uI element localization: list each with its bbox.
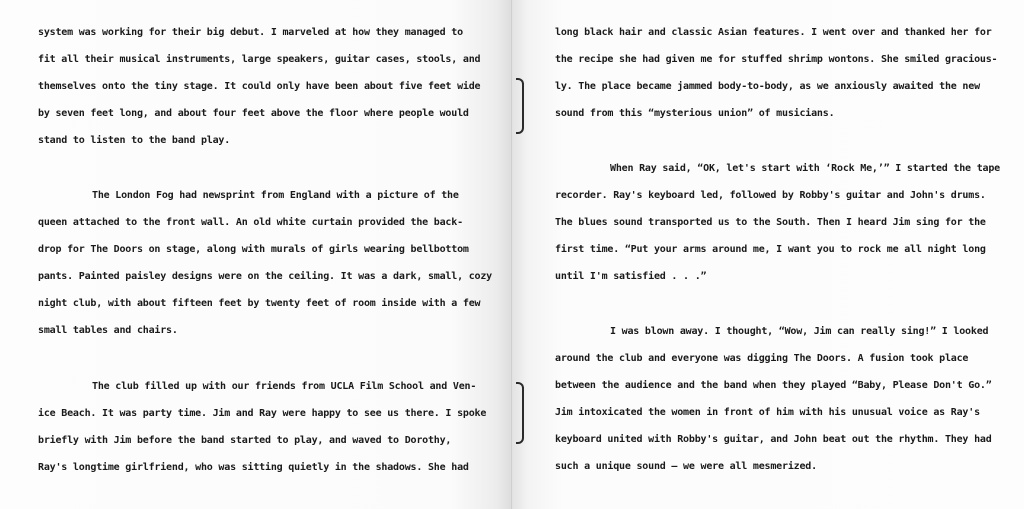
text-line: briefly with Jim before the band started to play, and waved to Dorothy, (38, 435, 452, 446)
text-line: queen attached to the front wall. An old white curtain provided the back- (38, 217, 463, 228)
text-line: When Ray said, “OK, let's start with ‘Rock Me,’” I started the tape (610, 163, 1000, 174)
binding-bracket-mark (516, 78, 524, 134)
text-line: ice Beach. It was party time. Jim and Ray were happy to see us there. I spoke (38, 408, 487, 419)
text-line: between the audience and the band when they played “Baby, Please Don't Go.” (555, 380, 992, 391)
text-line: system was working for their big debut. I marveled at how they managed to (38, 27, 463, 38)
text-line: I was blown away. I thought, “Wow, Jim can really sing!” I looked (610, 326, 989, 337)
text-line: sound from this “mysterious union” of musicians. (555, 108, 835, 119)
text-line: night club, with about fifteen feet by twenty feet of room inside with a few (38, 298, 481, 309)
text-line: Ray's longtime girlfriend, who was sitting quietly in the shadows. She had (38, 462, 469, 473)
binding-bracket-mark (516, 382, 524, 444)
text-line: keyboard united with Robby's guitar, and John beat out the rhythm. They had (555, 434, 992, 445)
text-line: small tables and chairs. (38, 325, 178, 336)
text-line: pants. Painted paisley designs were on the ceiling. It was a dark, small, cozy (38, 271, 492, 282)
text-line: the recipe she had given me for stuffed shrimp wontons. She smiled gracious- (555, 54, 998, 65)
text-line: stand to listen to the band play. (38, 135, 231, 146)
right-page (512, 0, 1024, 509)
text-line: Jim intoxicated the women in front of him with his unusual voice as Ray's (555, 407, 980, 418)
text-line: until I'm satisfied . . .” (555, 271, 707, 282)
text-line: The blues sound transported us to the South. Then I heard Jim sing for the (555, 217, 986, 228)
text-line: by seven feet long, and about four feet above the floor where people would (38, 108, 469, 119)
text-line: fit all their musical instruments, large speakers, guitar cases, stools, and (38, 54, 481, 65)
text-line: drop for The Doors on stage, along with murals of girls wearing bellbottom (38, 244, 469, 255)
text-line: The London Fog had newsprint from England with a picture of the (92, 190, 459, 201)
text-line: first time. “Put your arms around me, I want you to rock me all night long (555, 244, 986, 255)
text-line: The club filled up with our friends from UCLA Film School and Ven- (92, 381, 477, 392)
text-line: themselves onto the tiny stage. It could only have been about five feet wide (38, 81, 481, 92)
text-line: ly. The place became jammed body-to-body, as we anxiously awaited the new (555, 81, 980, 92)
text-line: long black hair and classic Asian features. I went over and thanked her for (555, 27, 992, 38)
text-line: such a unique sound – we were all mesmerized. (555, 461, 817, 472)
text-line: recorder. Ray's keyboard led, followed by Robby's guitar and John's drums. (555, 190, 986, 201)
text-line: around the club and everyone was digging The Doors. A fusion took place (555, 353, 969, 364)
